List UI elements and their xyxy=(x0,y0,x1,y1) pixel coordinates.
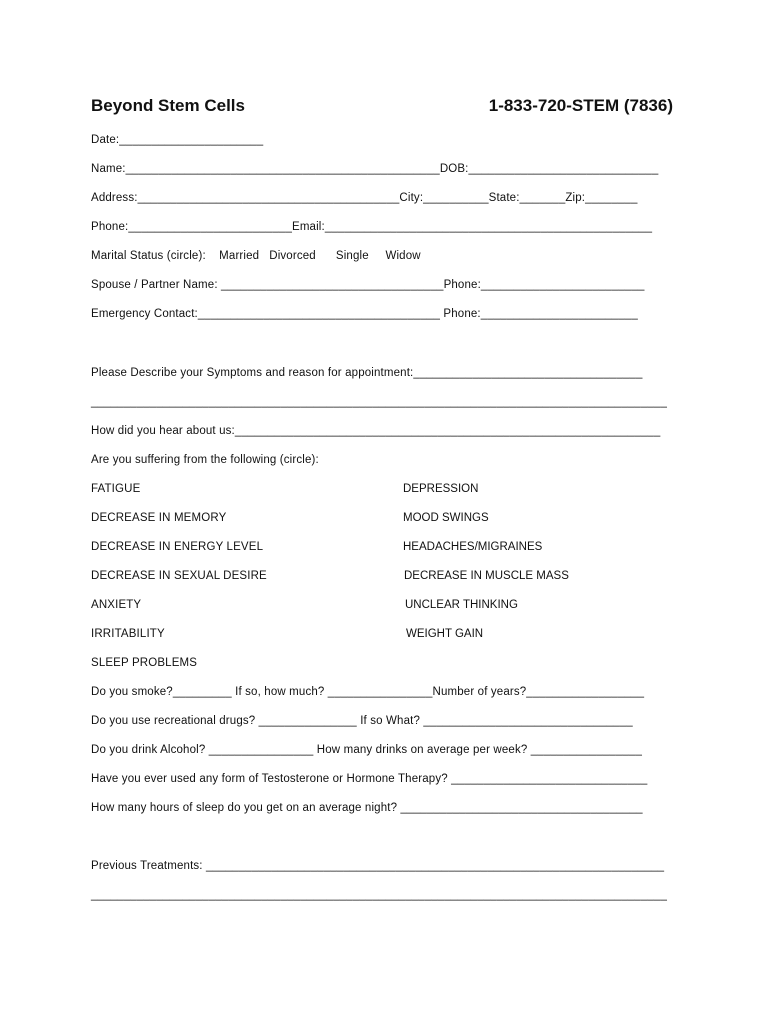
condition-item[interactable]: SLEEP PROBLEMS xyxy=(91,657,198,669)
condition-item[interactable]: WEIGHT GAIN xyxy=(406,628,484,640)
marital-status[interactable]: Marital Status (circle): Married Divorced Single Widow xyxy=(91,250,421,262)
condition-item[interactable]: FATIGUE xyxy=(91,483,141,495)
condition-item[interactable]: DECREASE IN ENERGY LEVEL xyxy=(91,541,264,553)
symptoms-continued-line[interactable]: ________________________________________________________________________________________ xyxy=(91,396,668,408)
name-dob-field[interactable]: Name:________________________________________________DOB:_____________________________ xyxy=(91,163,659,175)
condition-item[interactable]: DECREASE IN MEMORY xyxy=(91,512,227,524)
condition-item[interactable]: MOOD SWINGS xyxy=(403,512,489,524)
condition-item[interactable]: DECREASE IN SEXUAL DESIRE xyxy=(91,570,267,582)
phone-email-field[interactable]: Phone:_________________________Email:__________________________________________________ xyxy=(91,221,653,233)
previous-treatments-field[interactable]: Previous Treatments: ______________________________________________________________________ xyxy=(91,860,665,872)
company-name: Beyond Stem Cells xyxy=(91,96,245,115)
condition-item[interactable]: DEPRESSION xyxy=(403,483,479,495)
previous-treatments-continued-line[interactable]: ________________________________________________________________________________________ xyxy=(91,889,668,901)
sleep-question[interactable]: How many hours of sleep do you get on an average night? _____________________________________ xyxy=(91,802,643,814)
emergency-contact-field[interactable]: Emergency Contact:_____________________________________ Phone:________________________ xyxy=(91,308,638,320)
condition-item[interactable]: IRRITABILITY xyxy=(91,628,165,640)
symptoms-field[interactable]: Please Describe your Symptoms and reason for appointment:___________________________________ xyxy=(91,367,643,379)
company-phone: 1-833-720-STEM (7836) xyxy=(488,96,673,115)
conditions-heading: Are you suffering from the following (circle): xyxy=(91,454,319,466)
smoke-question[interactable]: Do you smoke?_________ If so, how much? ________________Number of years?__________________ xyxy=(91,686,645,698)
spouse-field[interactable]: Spouse / Partner Name: __________________________________Phone:_________________________ xyxy=(91,279,645,291)
condition-item[interactable]: HEADACHES/MIGRAINES xyxy=(403,541,543,553)
condition-item[interactable]: UNCLEAR THINKING xyxy=(405,599,518,611)
condition-item[interactable]: DECREASE IN MUSCLE MASS xyxy=(404,570,569,582)
date-field[interactable]: Date:______________________ xyxy=(91,134,264,146)
hormone-therapy-question[interactable]: Have you ever used any form of Testosterone or Hormone Therapy? ______________________________ xyxy=(91,773,648,785)
condition-item[interactable]: ANXIETY xyxy=(91,599,142,611)
referral-field[interactable]: How did you hear about us:_________________________________________________________________ xyxy=(91,425,661,437)
alcohol-question[interactable]: Do you drink Alcohol? ________________ How many drinks on average per week? _________________ xyxy=(91,744,643,756)
address-field[interactable]: Address:________________________________________City:__________State:_______Zip:________ xyxy=(91,192,638,204)
drugs-question[interactable]: Do you use recreational drugs? _______________ If so What? ________________________________ xyxy=(91,715,633,727)
